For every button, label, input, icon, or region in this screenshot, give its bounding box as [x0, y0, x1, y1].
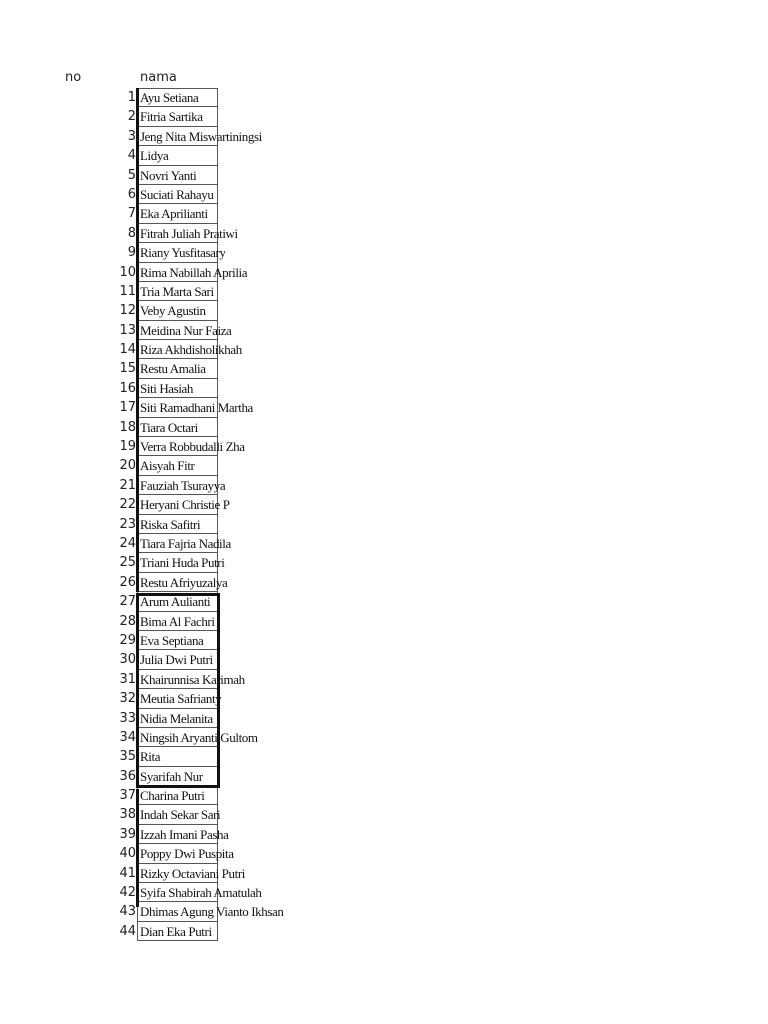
row-name: Rima Nabillah Aprilia: [140, 264, 248, 280]
table-row: [0, 728, 768, 747]
table-row: [0, 476, 768, 495]
row-number: 14: [119, 342, 136, 358]
row-name: Restu Amalia: [140, 361, 206, 377]
row-number: 22: [119, 497, 136, 513]
row-number: 12: [119, 303, 136, 319]
table-row: [0, 107, 768, 126]
row-name: Rita: [140, 749, 161, 765]
name-table: [0, 88, 768, 941]
table-row: [0, 612, 768, 631]
table-row: [0, 786, 768, 805]
table-row: [0, 418, 768, 437]
row-name: Veby Agustin: [140, 303, 206, 319]
row-name: Riza Akhdisholikhah: [140, 342, 242, 358]
row-name: Tiara Fajria Nadila: [140, 535, 231, 551]
row-number: 26: [119, 574, 136, 590]
row-number: 35: [119, 749, 136, 765]
row-number: 13: [119, 322, 136, 338]
row-number: 37: [119, 788, 136, 804]
row-number: 36: [119, 768, 136, 784]
row-name: Ayu Setiana: [140, 90, 199, 105]
row-name: Fitrah Juliah Pratiwi: [140, 225, 238, 241]
table-row: [0, 185, 768, 204]
row-name: Triani Huda Putri: [140, 555, 225, 571]
table-row: [0, 534, 768, 553]
row-name: Siti Hasiah: [140, 380, 194, 396]
row-number: 33: [119, 710, 136, 726]
row-number: 4: [127, 148, 136, 164]
row-name: Rizky Octaviani Putri: [140, 865, 245, 881]
row-name: Charina Putri: [140, 788, 205, 804]
table-row: [0, 553, 768, 572]
row-number: 34: [119, 729, 136, 745]
table-row: [0, 805, 768, 824]
row-name: Khairunnisa Karimah: [140, 671, 245, 687]
row-number: 17: [119, 400, 136, 416]
table-row: [0, 379, 768, 398]
row-name: Poppy Dwi Puspita: [140, 846, 234, 862]
table-row: [0, 437, 768, 456]
row-number: 8: [127, 225, 136, 241]
row-name: Aisyah Fitr: [140, 458, 195, 474]
table-row: [0, 456, 768, 475]
table-row: [0, 359, 768, 378]
table-row: [0, 398, 768, 417]
row-name: Dhimas Agung Vianto Ikhsan: [140, 904, 284, 920]
table-row: [0, 301, 768, 320]
table-row: [0, 689, 768, 708]
row-name: Riany Yusfitasary: [140, 245, 226, 261]
row-number: 11: [119, 283, 136, 299]
table-row: [0, 166, 768, 185]
row-name: Heryani Christie P: [140, 497, 230, 513]
row-name: Indah Sekar Sari: [140, 807, 221, 823]
table-row: [0, 224, 768, 243]
row-number: 24: [119, 535, 136, 551]
table-row: [0, 321, 768, 340]
table-row: [0, 263, 768, 282]
row-number: 2: [127, 109, 136, 125]
row-number: 10: [119, 264, 136, 280]
table-row: [0, 495, 768, 514]
row-name: Riska Safitri: [140, 516, 201, 532]
table-row: [0, 204, 768, 223]
table-row: [0, 88, 768, 107]
row-name: Syarifah Nur: [140, 768, 203, 784]
table-row: [0, 670, 768, 689]
row-number: 30: [119, 652, 136, 668]
row-number: 31: [119, 671, 136, 687]
row-number: 32: [119, 691, 136, 707]
table-row: [0, 922, 768, 941]
row-name: Arum Aulianti: [140, 594, 211, 610]
row-number: 43: [119, 904, 136, 920]
table-row: [0, 864, 768, 883]
row-name: Julia Dwi Putri: [140, 652, 213, 668]
row-number: 19: [119, 439, 136, 455]
table-row: [0, 747, 768, 766]
row-name: Meutia Safrianty: [140, 691, 222, 707]
table-row: [0, 631, 768, 650]
row-number: 3: [127, 128, 136, 144]
row-number: 20: [119, 458, 136, 474]
row-number: 38: [119, 807, 136, 823]
table-row: [0, 902, 768, 921]
row-number: 41: [119, 865, 136, 881]
row-number: 18: [119, 419, 136, 435]
row-number: 28: [119, 613, 136, 629]
table-row: [0, 767, 768, 786]
row-name: Eva Septiana: [140, 632, 204, 648]
row-number: 42: [119, 885, 136, 901]
row-name: Suciati Rahayu: [140, 186, 214, 202]
table-row: [0, 709, 768, 728]
row-name: Tiara Octari: [140, 419, 198, 435]
row-name: Lidya: [140, 148, 169, 164]
row-name: Verra Robbudalli Zha: [140, 439, 245, 455]
row-number: 1: [127, 90, 136, 105]
table-row: [0, 282, 768, 301]
row-number: 40: [119, 846, 136, 862]
table-row: [0, 592, 768, 611]
row-number: 5: [127, 167, 136, 183]
row-number: 9: [127, 245, 136, 261]
row-name: Tria Marta Sari: [140, 283, 214, 299]
row-name: Eka Aprilianti: [140, 206, 208, 222]
row-name: Fauziah Tsurayya: [140, 477, 226, 493]
row-name: Izzah Imani Pasha: [140, 826, 229, 842]
table-row: [0, 825, 768, 844]
row-number: 25: [119, 555, 136, 571]
column-header-nama: nama: [140, 70, 177, 85]
table-row: [0, 340, 768, 359]
table-row: [0, 243, 768, 262]
row-name: Meidina Nur Faiza: [140, 322, 232, 338]
row-number: 7: [127, 206, 136, 222]
row-number: 29: [119, 632, 136, 648]
row-name: Jeng Nita Miswartiningsi: [140, 128, 262, 144]
table-row: [0, 146, 768, 165]
column-header-no: no: [65, 70, 82, 85]
table-row: [0, 515, 768, 534]
row-number: 16: [119, 380, 136, 396]
row-number: 21: [119, 477, 136, 493]
row-name: Novri Yanti: [140, 167, 197, 183]
row-number: 27: [119, 594, 136, 610]
row-number: 39: [119, 826, 136, 842]
row-name: Syifa Shabirah Amatulah: [140, 885, 262, 901]
table-row: [0, 844, 768, 863]
row-name: Fitria Sartika: [140, 109, 203, 125]
row-number: 23: [119, 516, 136, 532]
row-name: Siti Ramadhani Martha: [140, 400, 253, 416]
table-row: [0, 883, 768, 902]
table-row: [0, 127, 768, 146]
table-row: [0, 650, 768, 669]
row-number: 6: [127, 186, 136, 202]
row-number: 15: [119, 361, 136, 377]
row-number: 44: [119, 923, 136, 939]
row-name: Nidia Melanita: [140, 710, 213, 726]
row-name: Restu Afriyuzalya: [140, 574, 228, 590]
row-name: Bima Al Fachri: [140, 613, 215, 629]
row-name: Ningsih Aryanti Gultom: [140, 729, 258, 745]
table-row: [0, 573, 768, 592]
row-name: Dian Eka Putri: [140, 923, 212, 939]
